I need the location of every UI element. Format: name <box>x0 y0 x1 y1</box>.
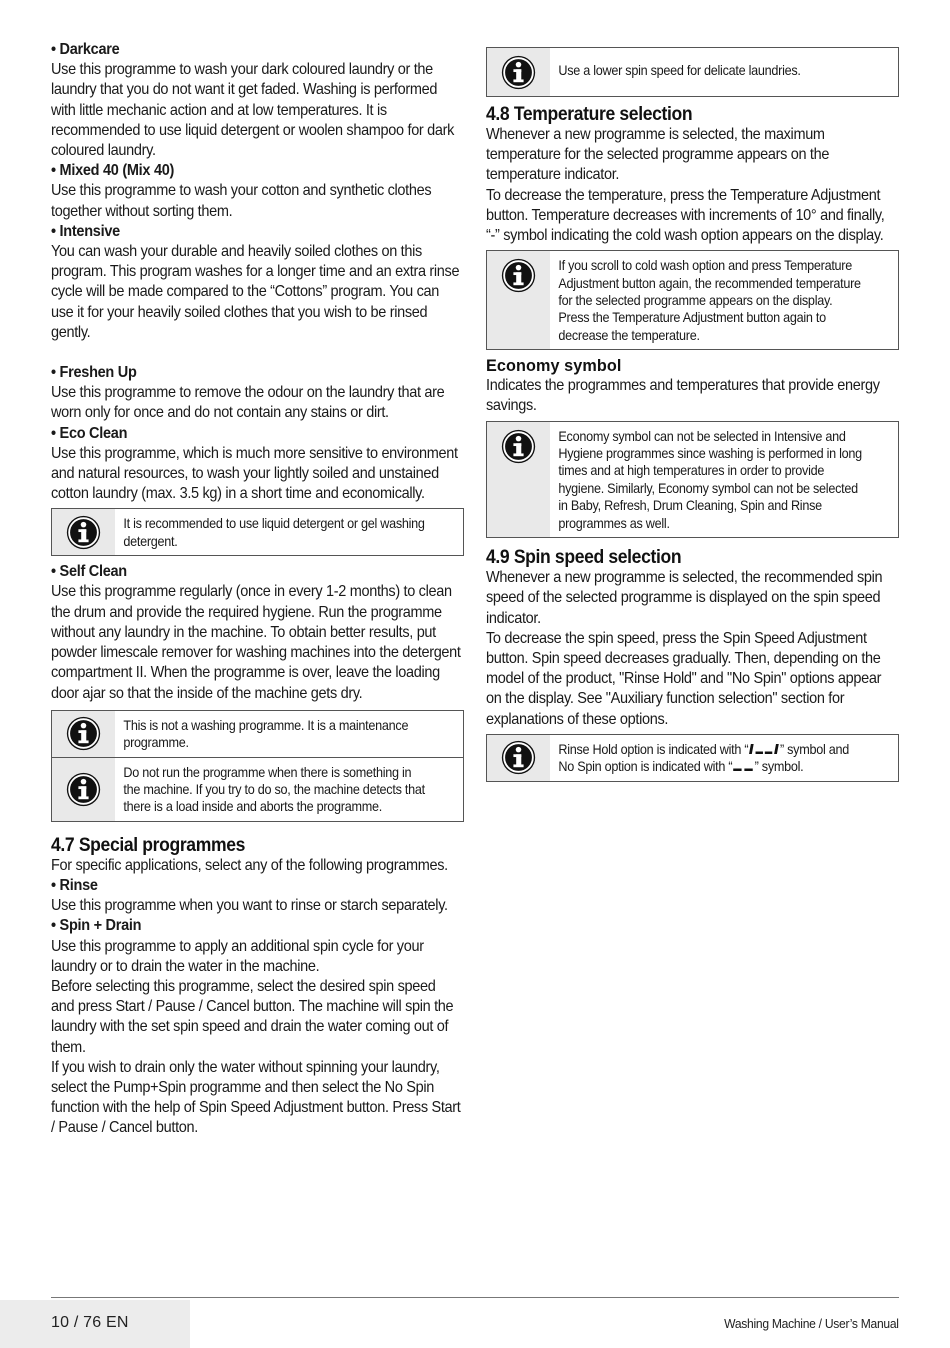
spin-drain-text-3: If you wish to drain only the water without spinning your laundry, select the Pump+Spin programme and then select the No Spin function with the help of Spin Speed Adjustment button. Press Start / Pause / Cancel button. <box>51 1058 461 1137</box>
info-icon <box>500 428 537 465</box>
page-number: 10 / 76 EN <box>51 1314 129 1331</box>
eco-text: Use this programme, which is much more sensitive to environment and natural resources, to wash your lightly soiled and unstained cotton laundry (max. 3.5 kg) in a short time and economically. <box>51 444 458 503</box>
spin-speed-heading: 4.9 Spin speed selection <box>486 546 682 569</box>
info-icon-box <box>487 251 550 349</box>
intensive-text: You can wash your durable and heavily soiled clothes on this program. This program washes for a longer time and an extra rinse cycle will be made compared to the “Cottons” program. You can use it for your heavily soiled clothes that you wish to be rinsed gently. <box>51 243 460 341</box>
footer-divider <box>51 1297 899 1298</box>
spacer <box>51 343 464 363</box>
note-cold-wash <box>486 250 899 350</box>
info-icon-box <box>487 48 550 96</box>
info-icon <box>65 715 102 752</box>
special-intro: For specific applications, select any of the following programmes. <box>51 856 448 874</box>
note-cold-wash-text: If you scroll to cold wash option and press Temperature Adjustment button again, the recommended temperature for the selected programme appears on the display. Press the Temperature Adjustment button again to decrease the temperature. <box>558 258 861 343</box>
freshen-title: • Freshen Up <box>51 364 137 382</box>
rinse-hold-symbol-icon <box>748 743 780 755</box>
note-spin-delicate-text: Use a lower spin speed for delicate laundries. <box>558 63 801 78</box>
note-do-not-run <box>52 757 463 821</box>
special-programmes-heading: 4.7 Special programmes <box>51 833 246 856</box>
mixed-title: • Mixed 40 (Mix 40) <box>51 162 175 180</box>
spin-drain-text-2: Before selecting this programme, select the desired spin speed and press Start / Pause / Cancel button. The machine will spin the laundry with the set spin speed and drain the water coming out of them. <box>51 977 454 1056</box>
left-column <box>51 40 464 1139</box>
economy-heading: Economy symbol <box>486 357 622 376</box>
freshen-text: Use this programme to remove the odour on the laundry that are worn only for once and do not contain any stains or dirt. <box>51 384 445 422</box>
rinse-title: • Rinse <box>51 876 98 894</box>
spin-drain-text-1: Use this programme to apply an additional spin cycle for your laundry or to drain the water in the machine. <box>51 937 424 975</box>
spin-speed-text-2: To decrease the spin speed, press the Spin Speed Adjustment button. Spin speed decreases gradually. Then, depending on the model of the product, "Rinse Hold" and "No Spin" options appear on the display. See "Auxiliary function selection" section for explanations of these options. <box>486 629 882 728</box>
eco-title: • Eco Clean <box>51 424 128 442</box>
self-clean-title: • Self Clean <box>51 563 127 581</box>
darkcare-title: • Darkcare <box>51 41 120 58</box>
manual-title: Washing Machine / User’s Manual <box>724 1316 899 1331</box>
darkcare-text: Use this programme to wash your dark coloured laundry or the laundry that you do not want it get faded. Washing is performed with little mechanic action and at low temperatures. It is recommended to use liquid detergent or woolen shampoo for dark coloured laundry. <box>51 61 455 160</box>
note-maintenance-text: This is not a washing programme. It is a maintenance programme. <box>123 717 409 751</box>
temperature-text-2: To decrease the temperature, press the Temperature Adjustment button. Temperature decreases with increments of 10° and finally, “-” symbol indicating the cold wash option appears on the display. <box>486 186 885 245</box>
info-icon <box>65 514 102 551</box>
note-rinse-hold-part-b: ” symbol and No Spin option is indicated with “ <box>558 741 849 775</box>
self-clean-notes <box>51 710 464 822</box>
spin-speed-text-1: Whenever a new programme is selected, the recommended spin speed of the selected programme is displayed on the spin speed indicator. <box>486 569 883 627</box>
note-detergent <box>51 508 464 556</box>
note-spin-delicate <box>486 47 899 97</box>
note-rinse-hold-part-a: Rinse Hold option is indicated with “ <box>558 741 749 757</box>
rinse-text: Use this programme when you want to rinse or starch separately. <box>51 897 448 915</box>
note-rinse-hold <box>486 734 899 782</box>
info-icon <box>65 771 102 808</box>
note-rinse-hold-text <box>550 735 874 781</box>
info-icon-box <box>52 509 115 555</box>
info-icon <box>500 257 537 294</box>
note-detergent-text: It is recommended to use liquid detergent or gel washing detergent. <box>123 516 425 549</box>
note-rinse-hold-part-c: ” symbol. <box>754 759 804 775</box>
intensive-title: • Intensive <box>51 222 120 240</box>
economy-text: Indicates the programmes and temperatures that provide energy savings. <box>486 377 880 415</box>
no-spin-symbol-icon <box>732 760 754 772</box>
info-icon-box <box>52 758 115 821</box>
temperature-text-1: Whenever a new programme is selected, the maximum temperature for the selected programme appears on the temperature indicator. <box>486 126 830 184</box>
temperature-heading: 4.8 Temperature selection <box>486 103 693 125</box>
note-do-not-run-text: Do not run the programme when there is something in the machine. If you try to do so, the machine detects that there is a load inside and aborts the programme. <box>123 764 425 815</box>
note-maintenance <box>52 711 463 757</box>
note-economy-text: Economy symbol can not be selected in Intensive and Hygiene programmes since washing is performed in long times and at high temperatures in order to provide hygiene. Similarly, Economy symbol can not be selected in Baby, Refresh, Drum Cleaning, Spin and Rinse programmes as well. <box>558 428 862 531</box>
info-icon <box>500 54 537 91</box>
spin-drain-title: • Spin + Drain <box>51 917 142 935</box>
info-icon <box>500 739 537 776</box>
right-column <box>486 47 899 788</box>
info-icon-box <box>52 711 115 757</box>
note-economy <box>486 421 899 538</box>
self-clean-text: Use this programme regularly (once in every 1-2 months) to clean the drum and provide the required hygiene. Run the programme without any laundry in the machine. To obtain better results, put powder limescale remover for washing machines into the detergent compartment II. When the programme is over, leave the loading door ajar so that the inside of the machine gets dry. <box>51 583 461 702</box>
info-icon-box <box>487 735 550 781</box>
info-icon-box <box>487 422 550 537</box>
mixed-text: Use this programme to wash your cotton and synthetic clothes together without sorting them. <box>51 182 432 220</box>
